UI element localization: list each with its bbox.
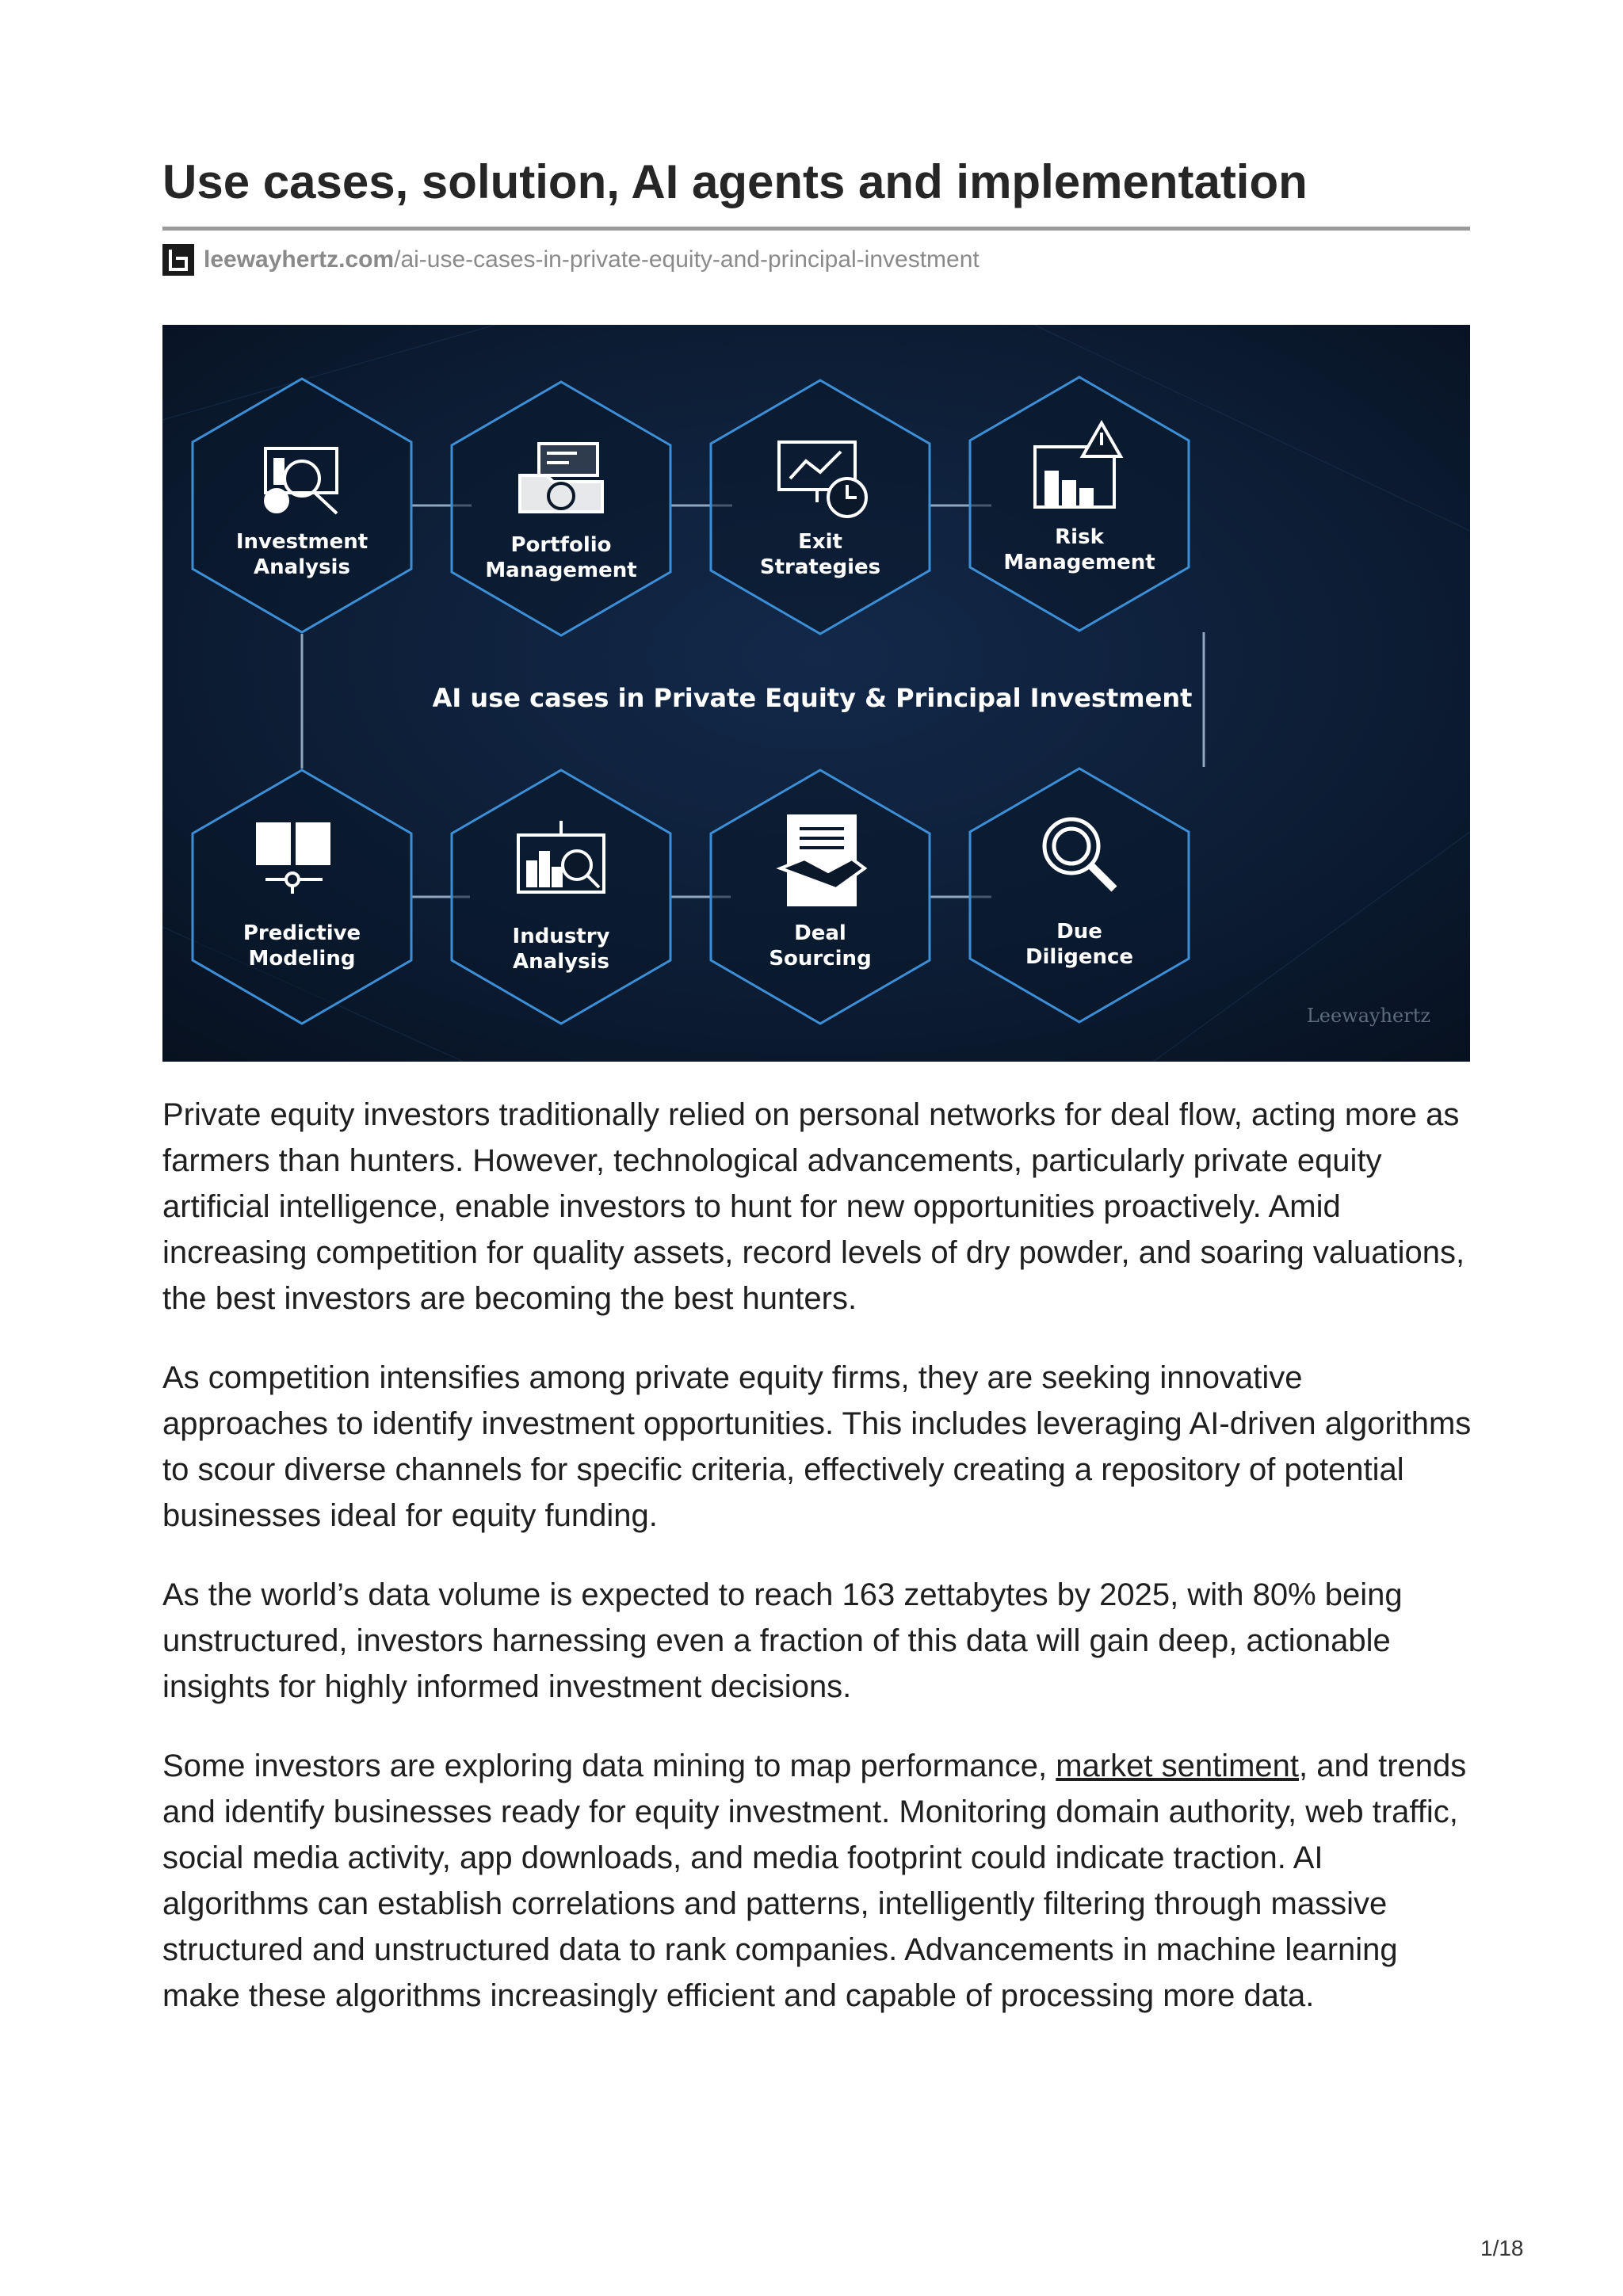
hex-label-line1: Predictive [242, 921, 361, 945]
paragraph-4-end: , and trends and identify businesses ready for equity investment. Monitoring domain authority, web traffic, social media activity, app downloads, and media footprint could indicate traction. AI algorithms can establish correlations and patterns, intelligently filtering through massive structured and unstructured data to rank companies. Advancements in machine learning make these algorithms increasingly efficient and capable of processing more data. [162, 1749, 1467, 2013]
hex-label-line2: Analysis [254, 555, 350, 579]
paragraph-1: Private equity investors traditionally relied on personal networks for deal flow, acting more as farmers than hunters. However, technological advancements, particularly private equity artificial intelligence, enable investors to hunt for new opportunities proactively. Amid increasing competition for quality assets, record levels of dry powder, and soaring valuations, the best investors are becoming the best hunters. [162, 1097, 1465, 1316]
hex-label-line2: Analysis [513, 950, 609, 974]
page-title: Use cases, solution, AI agents and implementation [162, 155, 1308, 208]
use-cases-diagram [162, 325, 1470, 1062]
source-line [162, 242, 980, 277]
diagram-center-title: AI use cases in Private Equity & Principal Investment [432, 683, 1193, 713]
source-host: leewayhertz.com [204, 246, 395, 273]
paragraph-4-start: Some investors are exploring data mining to map performance, [162, 1749, 1056, 1783]
hex-label-line2: Modeling [248, 947, 356, 971]
hex-label-line1: Deal [794, 921, 846, 945]
title-divider [162, 227, 1470, 231]
hex-label-line1: Portfolio [510, 533, 612, 557]
page-number: 1/18 [1480, 2236, 1524, 2260]
hex-label-line2: Management [1003, 551, 1155, 574]
hex-label-line1: Exit [798, 530, 842, 554]
paragraph-4 [162, 1743, 1472, 2019]
hex-label-line2: Diligence [1025, 945, 1134, 969]
paragraph-3: As the world’s data volume is expected to reach 163 zettabytes by 2025, with 80% being unstructured, investors harnessing even a fraction of this data will gain deep, actionable insights for highly informed investment decisions. [162, 1577, 1403, 1704]
site-favicon-icon [162, 244, 194, 276]
article-body [162, 1092, 1472, 2052]
hex-label-line2: Management [485, 559, 637, 582]
source-path: /ai-use-cases-in-private-equity-and-principal-investment [394, 246, 980, 273]
source-link[interactable] [204, 244, 980, 276]
hex-label-line2: Sourcing [769, 947, 872, 971]
watermark: Leewayhertz [1306, 1005, 1430, 1027]
hex-label-line1: Due [1056, 920, 1102, 944]
market-sentiment-link[interactable]: market sentiment [1056, 1749, 1300, 1783]
hex-label-line2: Strategies [759, 555, 881, 579]
hero-infographic [162, 325, 1470, 1062]
paragraph-2: As competition intensifies among private equity firms, they are seeking innovative approaches to identify investment opportunities. This includes leveraging AI-driven algorithms to scour diverse channels for specific criteria, effectively creating a repository of potential businesses ideal for equity funding. [162, 1360, 1472, 1533]
hex-label-line1: Industry [512, 925, 610, 948]
hex-label-line1: Risk [1055, 525, 1104, 549]
deal-sourcing-icon [781, 816, 865, 905]
hex-label-line1: Investment [235, 530, 369, 554]
